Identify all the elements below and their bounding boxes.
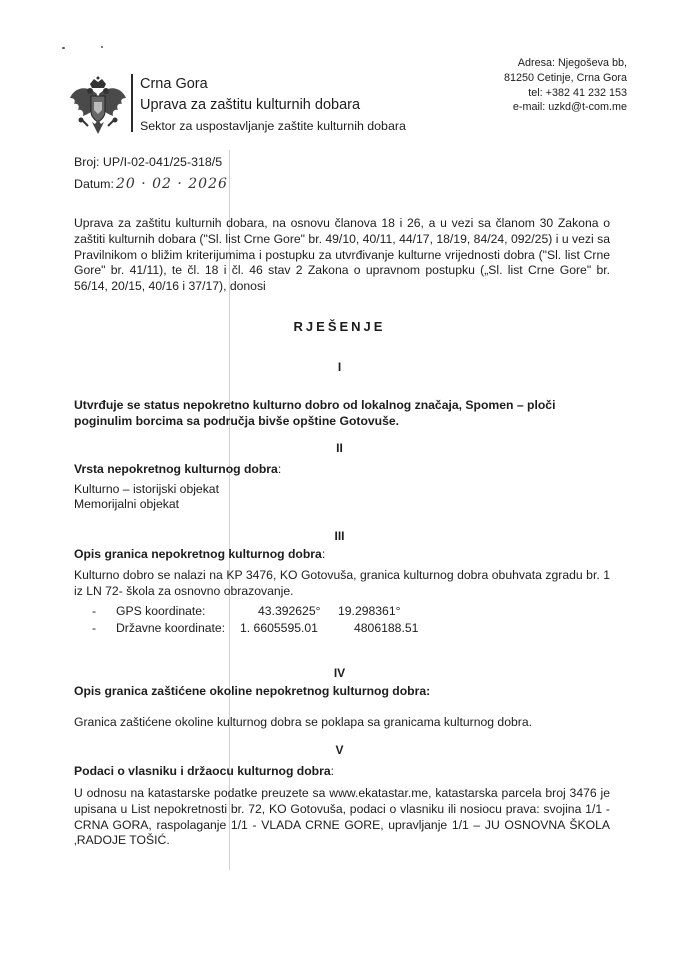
- org-country: Crna Gora: [140, 76, 208, 92]
- scan-speck: [62, 47, 65, 49]
- ownership-text: U odnosu na katastarske podatke preuzete sa www.ekatastar.me, katastarska parcela broj 3476 je upisana u List nepokretnosti br. 72, KO Gotovuša, podaci o vlasniku ili nosiocu prava: svojina 1/1 - CRNA GORA, raspolaganje 1/1 - VLADA CRNE GORE, upravljanje 1/1 – JU OSNOVNA ŠKOLA ‚RADOJE TOŠIĆ.: [74, 786, 610, 848]
- intro-paragraph: Uprava za zaštitu kulturnih dobara, na osnovu članova 18 i 26, a u vezi sa članom 30 Zakona o zaštiti kulturnih dobara ("Sl. list Crne Gore" br. 49/10, 40/11, 44/17, 18/19, 84/24, 092/25) i u vezi sa Pravilnikom o bližim kriterijumima i postupku za utvrđivanje kulturne vrijednosti dobra ("Sl. list Crne Gore" br. 41/11), te čl. 18 i čl. 46 stav 2 Zakona o upravnom postupku („Sl. list Crne Gore" br. 56/14, 20/15, 40/16 i 37/17), donosi: [74, 216, 610, 294]
- letterhead-divider: [131, 74, 133, 132]
- heritage-subtype: Memorijalni objekat: [74, 497, 179, 511]
- section-heading: Opis granica zaštićene okoline nepokretnog kulturnog dobra:: [74, 684, 431, 698]
- reference-number: Broj: UP/I-02-041/25-318/5: [74, 155, 223, 169]
- org-name: Uprava za zaštitu kulturnih dobara: [140, 97, 361, 113]
- gps-label: GPS koordinate:: [116, 604, 206, 618]
- section-numeral: IV: [333, 666, 346, 680]
- protected-surroundings-text: Granica zaštićene okoline kulturnog dobra se poklapa sa granicama kulturnog dobra.: [74, 715, 532, 729]
- state-coordinate-y: 4806188.51: [354, 621, 419, 635]
- scan-speck: [101, 46, 103, 48]
- montenegro-coat-of-arms-icon: [68, 76, 128, 138]
- date-label: Datum:: [74, 177, 114, 191]
- state-coordinates-label: Državne koordinate:: [116, 621, 226, 635]
- section-numeral: III: [334, 529, 345, 543]
- state-coordinate-x: 1. 6605595.01: [240, 621, 318, 635]
- heritage-type: Kulturno – istorijski objekat: [74, 482, 219, 496]
- section-numeral: I: [337, 360, 342, 374]
- address-line: 81250 Cetinje, Crna Gora: [503, 71, 627, 84]
- boundary-description: Kulturno dobro se nalazi na KP 3476, KO Gotovuša, granica kulturnog dobra obuhvata zgradu br. 1 iz LN 72- škola za osnovno obrazovanje.: [74, 568, 610, 598]
- address-line: Adresa: Njegoševa bb,: [517, 57, 627, 69]
- section-heading: Vrsta nepokretnog kulturnog dobra:: [74, 462, 282, 476]
- gps-latitude: 43.392625°: [258, 604, 321, 618]
- address-block: [504, 56, 627, 115]
- gps-longitude: 19.298361°: [338, 604, 401, 618]
- address-email: e-mail: uzkd@t-com.me: [512, 101, 627, 114]
- org-sector: Sektor za uspostavljanje zaštite kulturnih dobara: [140, 119, 406, 133]
- section-numeral: II: [336, 441, 343, 455]
- address-line: tel: +382 41 232 153: [528, 86, 627, 99]
- section-numeral: V: [335, 743, 344, 757]
- document-title: RJEŠENJE: [293, 319, 386, 334]
- section-heading: Opis granica nepokretnog kulturnog dobra:: [74, 547, 326, 561]
- date-line: [74, 176, 228, 192]
- section-heading: Podaci o vlasniku i držaocu kulturnog dobra:: [74, 764, 335, 778]
- decision-statement: Utvrđuje se status nepokretno kulturno dobro od lokalnog značaja, Spomen – ploči poginulim borcima sa područja bivše opštine Gotovuše.: [74, 398, 556, 428]
- handwritten-date: 20 · 02 · 2026: [115, 176, 228, 192]
